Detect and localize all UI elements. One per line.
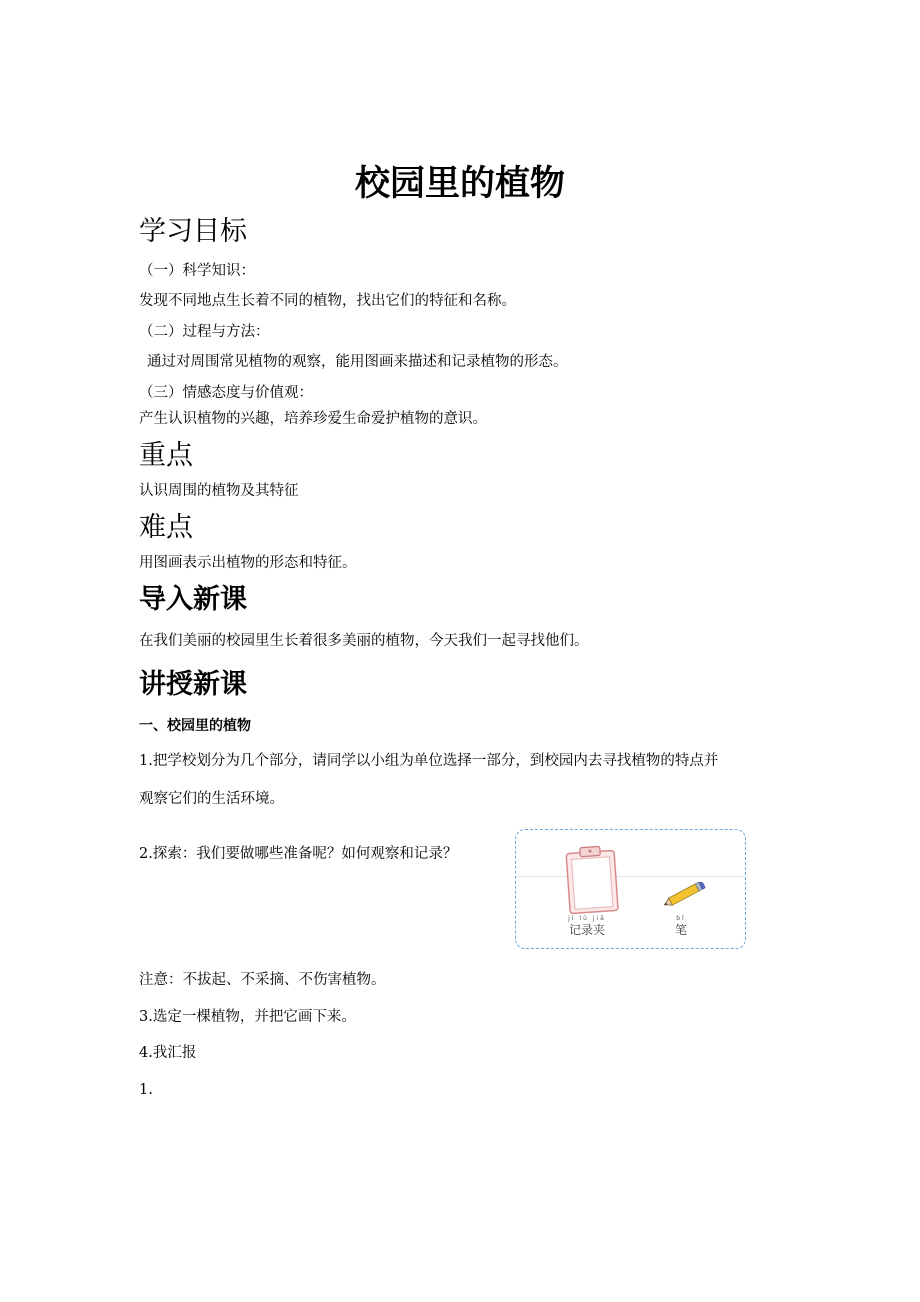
difficulty-text: 用图画表示出植物的形态和特征。 [139,555,357,571]
key-point-heading: 重点 [139,440,193,471]
attitude-label: （三）情感态度与价值观： [139,385,313,401]
supplies-divider [516,876,745,877]
clipboard-pinyin: jì lù jiā [568,915,606,922]
item1-text: 1. [139,1082,153,1098]
step1-line2: 观察它们的生活环境。 [139,791,284,807]
step4-text: 4.我汇报 [139,1045,197,1061]
intro-heading: 导入新课 [139,584,247,615]
note-text: 注意：不拔起、不采摘、不伤害植物。 [139,972,386,988]
pencil-label: 笔 [674,923,687,937]
lesson-subheading: 一、校园里的植物 [139,718,251,734]
step2-text: 2.探索：我们要做哪些准备呢？如何观察和记录？ [139,846,458,862]
supplies-illustration [515,829,746,949]
pencil-pinyin: bǐ [676,915,686,922]
objectives-heading: 学习目标 [139,216,247,247]
step1-line1: 1.把学校划分为几个部分，请同学以小组为单位选择一部分，到校园内去寻找植物的特点并 [139,753,719,769]
key-point-text: 认识周围的植物及其特征 [139,483,299,499]
pencil-icon [658,882,708,908]
attitude-text: 产生认识植物的兴趣，培养珍爱生命爱护植物的意识。 [139,411,487,427]
knowledge-text: 发现不同地点生长着不同的植物，找出它们的特征和名称。 [139,293,516,309]
process-label: （二）过程与方法： [139,324,270,340]
difficulty-heading: 难点 [139,512,193,543]
page-title: 校园里的植物 [354,164,565,204]
intro-text: 在我们美丽的校园里生长着很多美丽的植物，今天我们一起寻找他们。 [139,633,589,649]
clipboard-label: 记录夹 [568,923,605,937]
knowledge-label: （一）科学知识： [139,263,255,279]
step3-text: 3.选定一棵植物，并把它画下来。 [139,1009,356,1025]
process-text: 通过对周围常见植物的观察，能用图画来描述和记录植物的形态。 [147,354,568,370]
lesson-heading: 讲授新课 [139,669,247,700]
clipboard-icon [562,844,622,916]
